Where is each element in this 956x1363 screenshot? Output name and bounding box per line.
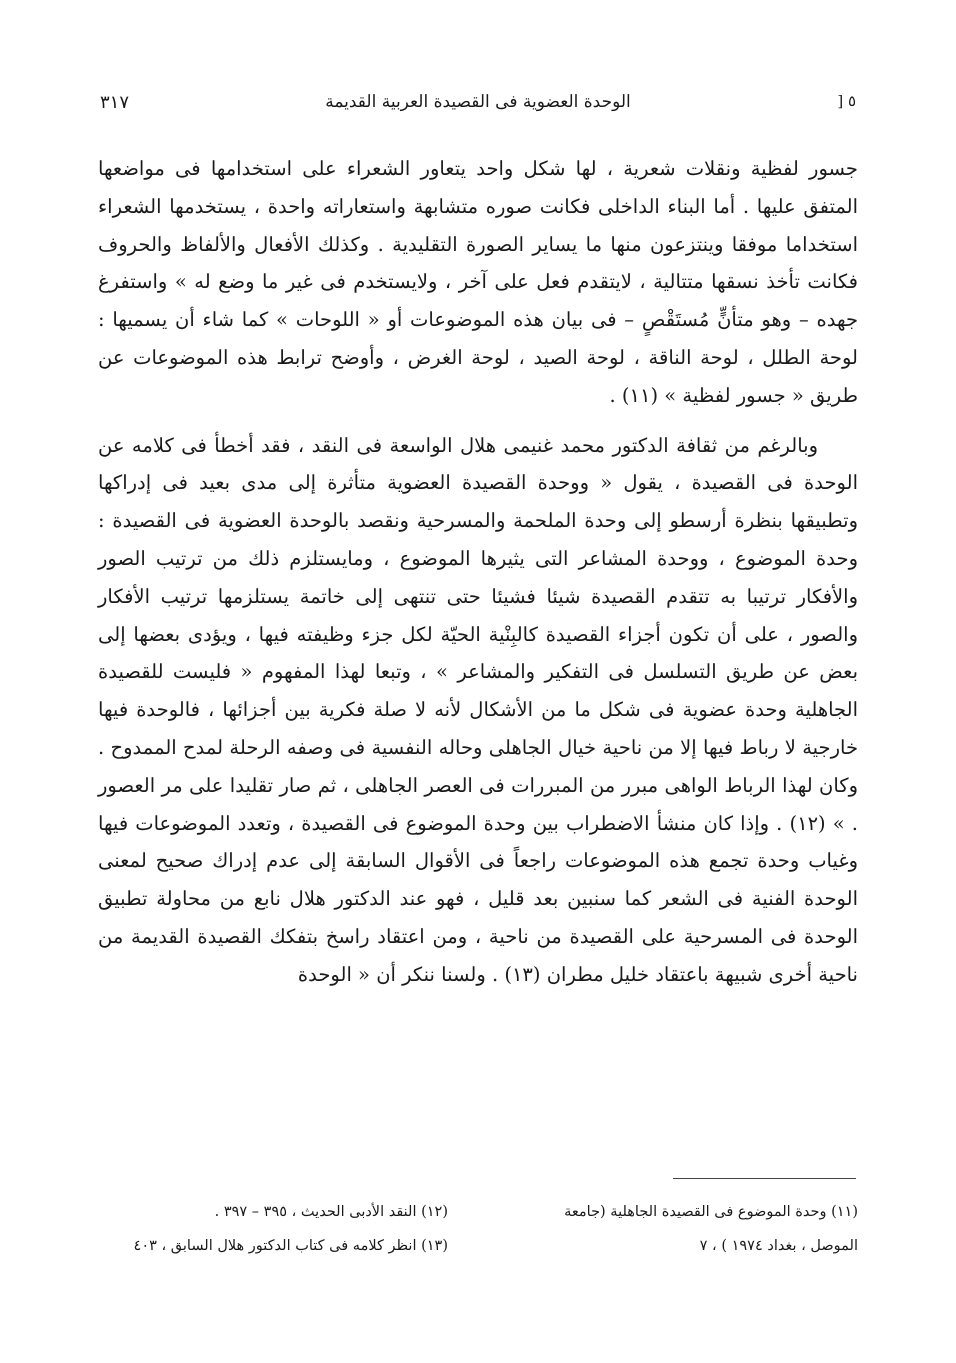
footnote-12: (١٢) النقد الأدبى الحديث ، ٣٩٥ – ٣٩٧ . <box>214 1204 448 1220</box>
footnote-row-1 <box>98 1195 858 1229</box>
footnote-row-2 <box>98 1229 858 1263</box>
running-title: الوحدة العضوية فى القصيدة العربية القديمة <box>325 92 631 112</box>
paragraph-1: جسور لفظية ونقلات شعرية ، لها شكل واحد يتعاور الشعراء على استخدامها فى مواضعها المتفق عليها . أما البناء الداخلى فكانت صوره متشابهة واستعاراته واحدة ، يستخدمها الشعراء استخداما موفقا وينتزعون منها ما يساير الصورة التقليدية . وكذلك الأفعال والألفاظ والحروف فكانت تأخذ نسقها متتالية ، لايتقدم فعل على آخر ، ولايستخدم فى غير ما وضع له » واستفرغ جهده – وهو متأنٍّ مُستَقْصٍ – فى بيان هذه الموضوعات أو « اللوحات » كما شاء أن يسميها : لوحة الطلل ، لوحة الناقة ، لوحة الصيد ، لوحة الغرض ، وأوضح ترابط هذه الموضوعات عن طريق « جسور لفظية » (١١) . <box>98 157 858 407</box>
footnote-11-line-2: الموصل ، بغداد ١٩٧٤ ) ، ٧ <box>699 1238 858 1254</box>
section-mark: ٥ [ <box>837 92 856 110</box>
footnote-13: (١٣) انظر كلامه فى كتاب الدكتور هلال السابق ، ٤٠٣ <box>133 1238 448 1254</box>
footnote-divider <box>673 1178 856 1179</box>
page-number: ٣١٧ <box>100 92 130 113</box>
footnotes <box>98 1195 858 1263</box>
body-text <box>98 150 858 994</box>
running-header <box>100 88 856 122</box>
footnote-11-line-1: (١١) وحدة الموضوع فى القصيدة الجاهلية (جامعة <box>564 1204 858 1220</box>
paragraph-2: وبالرغم من ثقافة الدكتور محمد غنيمى هلال الواسعة فى النقد ، فقد أخطأ فى كلامه عن الوحدة فى القصيدة ، يقول « ووحدة القصيدة العضوية متأثرة إلى مدى بعيد فى إدراكها وتطبيقها بنظرة أرسطو إلى وحدة الملحمة والمسرحية ونقصد بالوحدة العضوية فى القصيدة : وحدة الموضوع ، ووحدة المشاعر التى يثيرها الموضوع ، ومايستلزم ذلك من ترتيب الصور والأفكار ترتيبا به تتقدم القصيدة شيئا فشيئا حتى تنتهى إلى خاتمة يستلزمها ترتيب الأفكار والصور ، على أن تكون أجزاء القصيدة كالبِنْية الحيّة لكل جزء وظيفته فيها ، ويؤدى بعضها إلى بعض عن طريق التسلسل فى التفكير والمشاعر » ، وتبعا لهذا المفهوم « فليست للقصيدة الجاهلية وحدة عضوية فى شكل ما من الأشكال لأنه لا صلة فكرية بين أجزائها ، فالوحدة فيها خارجية لا رباط فيها إلا من ناحية خيال الجاهلى وحاله النفسية فى وصفه الرحلة لمدح الممدوح . وكان لهذا الرباط الواهى مبرر من المبررات فى العصر الجاهلى ، ثم صار تقليدا على مر العصور . » (١٢) . وإذا كان منشأ الاضطراب بين وحدة الموضوع فى القصيدة ، وتعدد الموضوعات فيها وغياب وحدة تجمع هذه الموضوعات راجعاً فى الأقوال السابقة إلى عدم إدراك صحيح لمعنى الوحدة الفنية فى الشعر كما سنبين بعد قليل ، فهو عند الدكتور هلال نابع من محاولة تطبيق الوحدة فى المسرحية على القصيدة من ناحية ، ومن اعتقاد راسخ بتفكك القصيدة القديمة من ناحية أخرى شبيهة باعتقاد خليل مطران (١٣) . ولسنا ننكر أن « الوحدة <box>98 433 859 986</box>
